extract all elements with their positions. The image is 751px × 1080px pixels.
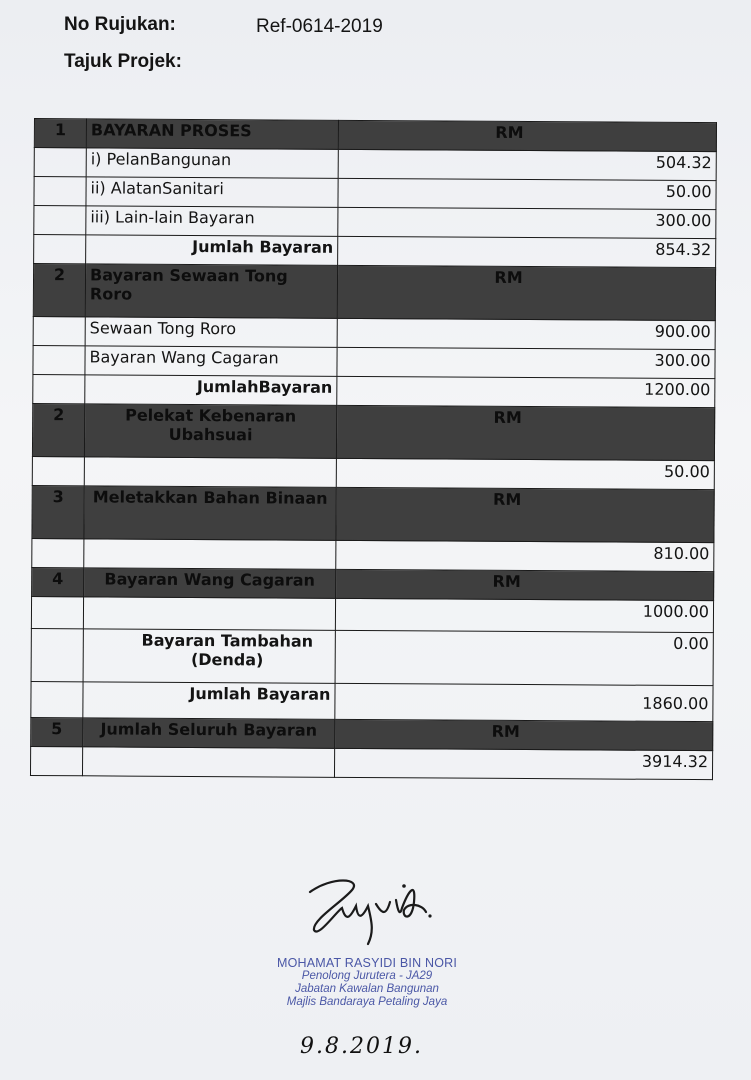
item-label: Sewaan Tong Roro	[85, 317, 337, 348]
handwritten-signature	[292, 872, 442, 952]
item-label: i) PelanBangunan	[86, 148, 338, 179]
reference-label: No Rujukan:	[64, 14, 176, 35]
table-row	[34, 148, 716, 181]
section-number: 5	[31, 717, 83, 746]
total-amount: 854.32	[338, 236, 716, 267]
section-title: BAYARAN PROSES	[86, 119, 338, 150]
table-row	[32, 538, 714, 571]
table-row	[33, 374, 715, 407]
section-header-row	[32, 485, 714, 542]
table-row	[31, 628, 713, 685]
currency-label: RM	[336, 569, 714, 600]
table-row	[31, 681, 713, 721]
payment-table	[30, 118, 717, 780]
grand-total-amount: 3914.32	[334, 748, 712, 779]
section-header-row	[31, 717, 713, 750]
total-label: Jumlah Bayaran	[86, 235, 338, 266]
total-label: Jumlah Bayaran	[83, 682, 335, 720]
item-amount: 300.00	[337, 347, 715, 378]
section-header-row	[34, 119, 716, 152]
item-label: ii) AlatanSanitari	[86, 177, 338, 208]
section-title: Jumlah Seluruh Bayaran	[83, 718, 335, 749]
item-amount: 1000.00	[335, 598, 713, 632]
table-row	[34, 235, 716, 268]
currency-label: RM	[336, 405, 714, 460]
currency-label: RM	[336, 487, 714, 542]
currency-label: RM	[338, 120, 716, 151]
table-row	[32, 456, 714, 489]
section-number: 4	[32, 567, 84, 596]
reference-value: Ref-0614-2019	[256, 16, 383, 37]
signature-date: 9.8.2019.	[300, 1034, 423, 1059]
item-amount: 300.00	[338, 207, 716, 238]
table-row	[34, 206, 716, 239]
section-header-row	[32, 567, 714, 600]
extra-charge-amount: 0.00	[335, 630, 713, 685]
table-row	[34, 177, 716, 210]
section-title: Pelekat Kebenaran Ubahsuai	[84, 404, 336, 459]
signature-block	[262, 872, 472, 1009]
project-title-label: Tajuk Projek:	[64, 51, 182, 72]
section-header-row	[33, 264, 715, 321]
total-label: JumlahBayaran	[85, 375, 337, 406]
section-number: 1	[34, 119, 86, 148]
item-amount: 50.00	[336, 458, 714, 489]
officer-name: MOHAMAT RASYIDI BIN NORI	[276, 956, 458, 970]
item-amount: 900.00	[337, 318, 715, 349]
item-amount: 810.00	[336, 540, 714, 571]
table-row	[30, 746, 712, 779]
total-amount: 1200.00	[337, 376, 715, 407]
section-title: Meletakkan Bahan Binaan	[84, 486, 336, 541]
item-amount: 504.32	[338, 149, 716, 180]
table-row	[33, 345, 715, 378]
item-label: iii) Lain-lain Bayaran	[86, 206, 338, 237]
item-amount: 50.00	[338, 178, 716, 209]
section-number: 2	[33, 264, 85, 317]
council-name: Majlis Bandaraya Petaling Jaya	[286, 996, 448, 1008]
item-label: Bayaran Wang Cagaran	[85, 346, 337, 377]
section-number: 3	[32, 485, 84, 538]
section-header-row	[32, 403, 714, 460]
officer-position: Penolong Jurutera - JA29	[301, 970, 433, 982]
currency-label: RM	[337, 265, 715, 320]
currency-label: RM	[335, 719, 713, 750]
department-name: Jabatan Kawalan Bangunan	[295, 983, 439, 995]
section-number: 2	[32, 403, 84, 456]
table-row	[31, 596, 713, 632]
section-title: Bayaran Sewaan Tong Roro	[85, 264, 337, 319]
extra-charge-label: Bayaran Tambahan (Denda)	[83, 629, 335, 684]
section-title: Bayaran Wang Cagaran	[84, 568, 336, 599]
table-row	[33, 316, 715, 349]
total-amount: 1860.00	[335, 683, 713, 721]
